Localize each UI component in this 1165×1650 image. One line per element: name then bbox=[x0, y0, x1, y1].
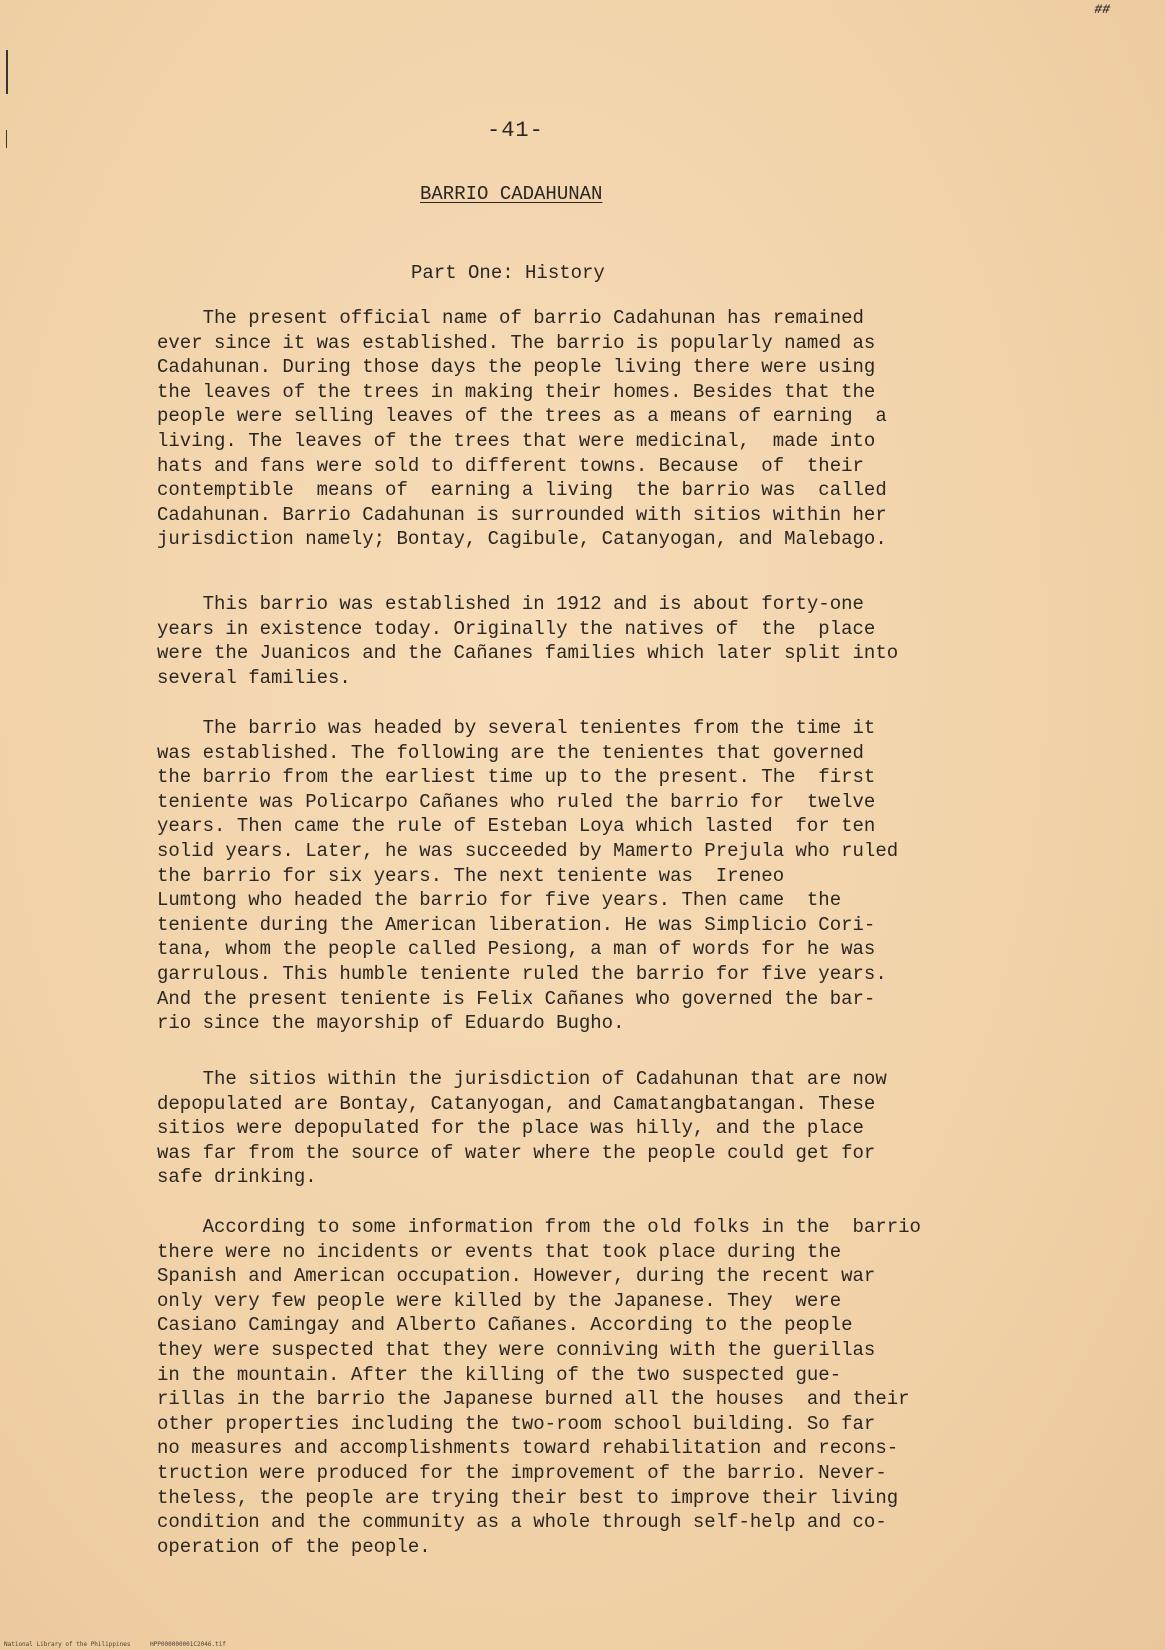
text-line: living. The leaves of the trees that were medicinal, made into bbox=[157, 429, 876, 452]
footer-file: HPP000000001C2046.tif bbox=[150, 1641, 226, 1648]
text-line: This barrio was established in 1912 and is about forty-one bbox=[157, 593, 864, 615]
text-line: was far from the source of water where the people could get for bbox=[157, 1141, 876, 1164]
text-line: rillas in the barrio the Japanese burned all the houses and their bbox=[157, 1388, 910, 1411]
text-line: safe drinking. bbox=[157, 1166, 317, 1189]
text-line: rio since the mayorship of Eduardo Bugho. bbox=[157, 1012, 625, 1035]
section-heading: Part One: History bbox=[411, 262, 605, 284]
text-line: jurisdiction namely; Bontay, Cagibule, Catanyogan, and Malebago. bbox=[157, 528, 887, 551]
text-line: operation of the people. bbox=[157, 1535, 431, 1558]
text-line: solid years. Later, he was succeeded by Mamerto Prejula who ruled bbox=[157, 839, 899, 862]
text-line: no measures and accomplishments toward rehabilitation and recons- bbox=[157, 1437, 899, 1460]
text-line: contemptible means of earning a living the barrio was called bbox=[157, 479, 887, 502]
text-line: truction were produced for the improvement of the barrio. Never- bbox=[157, 1461, 887, 1484]
left-edge-mark bbox=[6, 50, 8, 94]
text-line: Lumtong who headed the barrio for five years. Then came the bbox=[157, 889, 842, 912]
footer-library: National Library of the Philippines bbox=[4, 1641, 131, 1648]
text-line: teniente was Policarpo Cañanes who ruled the barrio for twelve bbox=[157, 790, 876, 813]
scan-footer bbox=[4, 1641, 242, 1648]
text-line: ever since it was established. The barrio is popularly named as bbox=[157, 331, 876, 354]
text-line: depopulated are Bontay, Catanyogan, and Camatangbatangan. These bbox=[157, 1092, 876, 1115]
page-title: BARRIO CADAHUNAN bbox=[420, 183, 603, 205]
text-line: garrulous. This humble teniente ruled the barrio for five years. bbox=[157, 962, 887, 985]
text-line: the barrio from the earliest time up to the present. The first bbox=[157, 766, 876, 789]
text-line: teniente during the American liberation. He was Simplicio Cori- bbox=[157, 913, 876, 936]
text-line: they were suspected that they were conniving with the guerillas bbox=[157, 1338, 876, 1361]
text-line: hats and fans were sold to different towns. Because of their bbox=[157, 454, 864, 477]
text-line: sitios were depopulated for the place was hilly, and the place bbox=[157, 1117, 864, 1140]
text-line: only very few people were killed by the Japanese. They were bbox=[157, 1289, 842, 1312]
text-line: And the present teniente is Felix Cañanes who governed the bar- bbox=[157, 987, 876, 1010]
text-line: The present official name of barrio Cadahunan has remained bbox=[157, 307, 864, 329]
text-line: years in existence today. Originally the natives of the place bbox=[157, 617, 876, 640]
text-line: theless, the people are trying their best to improve their living bbox=[157, 1486, 899, 1509]
paragraph-sitios bbox=[157, 1067, 1157, 1190]
paragraph-history-name bbox=[157, 306, 1157, 552]
text-line: condition and the community as a whole through self-help and co- bbox=[157, 1511, 887, 1534]
text-line: The barrio was headed by several tenientes from the time it bbox=[157, 717, 876, 739]
text-line: were the Juanicos and the Cañanes families which later split into bbox=[157, 642, 899, 665]
paragraph-war-events bbox=[157, 1215, 1157, 1559]
text-line: The sitios within the jurisdiction of Cadahunan that are now bbox=[157, 1068, 887, 1090]
text-line: tana, whom the people called Pesiong, a man of words for he was bbox=[157, 938, 876, 961]
text-line: Casiano Camingay and Alberto Cañanes. According to the people bbox=[157, 1314, 853, 1337]
text-line: people were selling leaves of the trees as a means of earning a bbox=[157, 405, 887, 428]
page-number: -41- bbox=[487, 118, 544, 143]
text-line: years. Then came the rule of Esteban Loya which lasted for ten bbox=[157, 815, 876, 838]
text-line: the barrio for six years. The next teniente was Ireneo bbox=[157, 864, 785, 887]
text-line: Cadahunan. Barrio Cadahunan is surrounded with sitios within her bbox=[157, 503, 887, 526]
text-line: Spanish and American occupation. However, during the recent war bbox=[157, 1265, 876, 1288]
left-edge-mark bbox=[6, 130, 7, 148]
text-line: was established. The following are the tenientes that governed bbox=[157, 741, 864, 764]
text-line: the leaves of the trees in making their homes. Besides that the bbox=[157, 380, 876, 403]
paragraph-establishment bbox=[157, 592, 1157, 690]
text-line: According to some information from the old folks in the barrio bbox=[157, 1216, 921, 1238]
corner-mark: ## bbox=[1094, 2, 1110, 17]
text-line: in the mountain. After the killing of the two suspected gue- bbox=[157, 1363, 842, 1386]
text-line: other properties including the two-room school building. So far bbox=[157, 1412, 876, 1435]
text-line: several families. bbox=[157, 666, 351, 689]
text-line: there were no incidents or events that took place during the bbox=[157, 1240, 842, 1263]
paragraph-tenientes bbox=[157, 716, 1157, 1036]
text-line: Cadahunan. During those days the people living there were using bbox=[157, 356, 876, 379]
